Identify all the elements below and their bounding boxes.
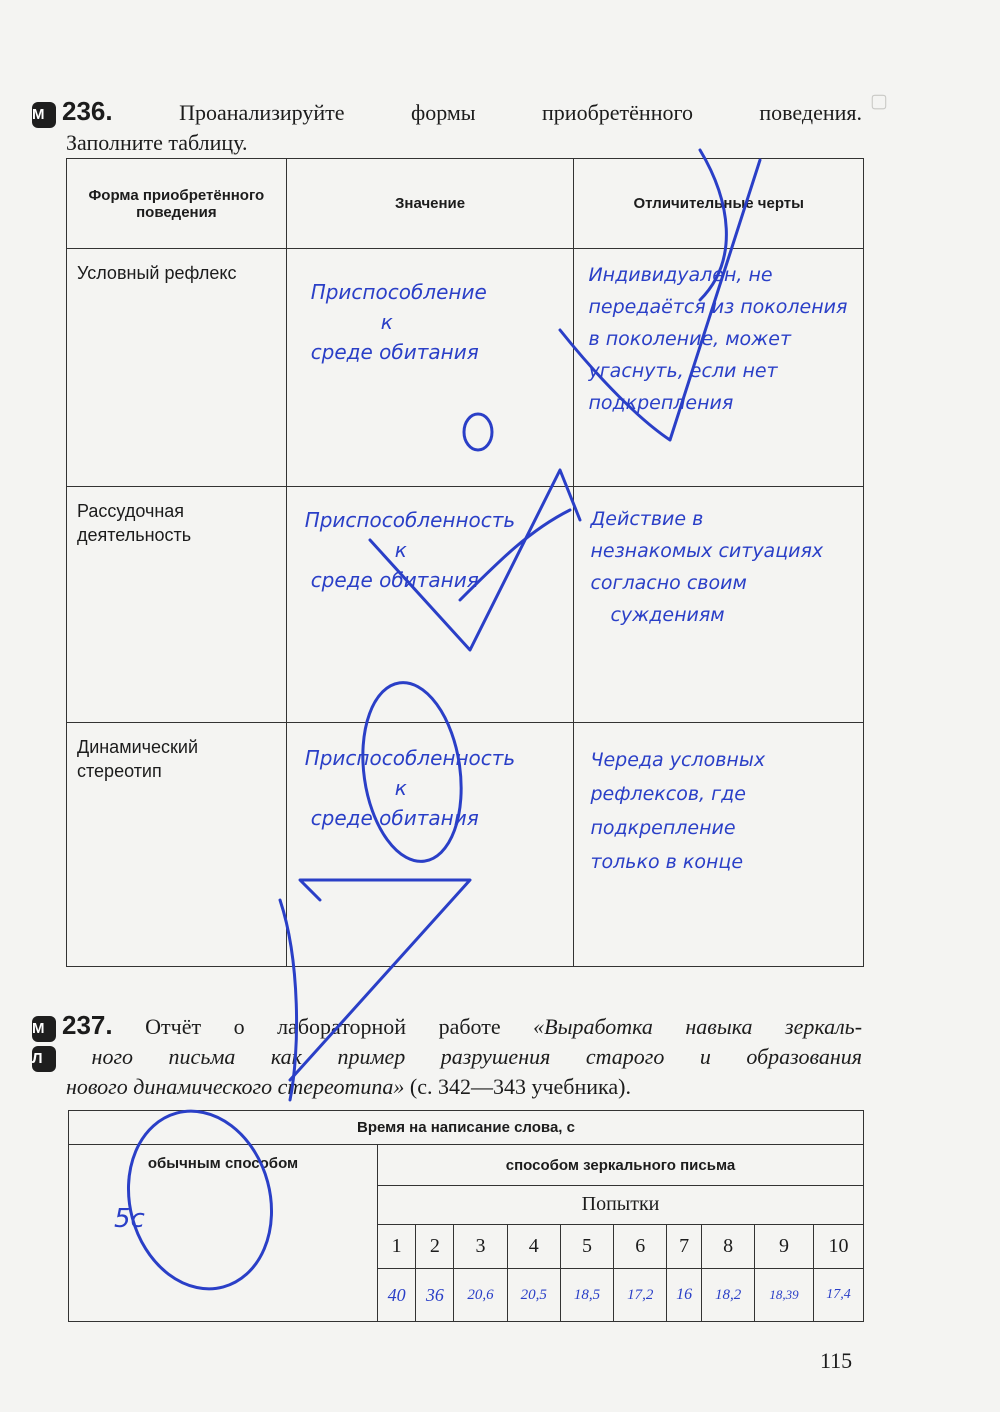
handwritten-text: Приспособление bbox=[310, 280, 487, 304]
handwritten-text: незнакомых ситуациях bbox=[590, 540, 824, 562]
task-236-badge: М bbox=[32, 102, 56, 128]
handwritten-text: Приспособленность bbox=[304, 746, 516, 770]
attempt-number: 5 bbox=[560, 1224, 613, 1269]
task-236-line-2: Заполните таблицу. bbox=[66, 130, 248, 155]
handwritten-text: только в конце bbox=[590, 851, 744, 873]
attempt-value: 36 bbox=[416, 1269, 454, 1322]
handwritten-text: Действие в bbox=[590, 508, 704, 530]
row-meaning bbox=[286, 249, 574, 487]
handwritten-text: передаётся из поколения bbox=[588, 296, 848, 318]
task-236-number: 236. bbox=[62, 96, 113, 126]
task-237-number: 237. bbox=[62, 1010, 113, 1040]
col-normal-label: обычным способом bbox=[147, 1155, 299, 1173]
handwritten-text: Череда условных bbox=[590, 749, 766, 771]
task-237-line-2 bbox=[32, 1042, 862, 1072]
attempt-number: 2 bbox=[416, 1224, 454, 1269]
attempt-number: 3 bbox=[454, 1224, 507, 1269]
behavior-table bbox=[66, 158, 864, 967]
attempt-value: 17,2 bbox=[614, 1269, 667, 1322]
task-237-italic: ного письма как пример разрушения старого и образования bbox=[91, 1044, 863, 1069]
attempt-value: 20,6 bbox=[454, 1269, 507, 1322]
normal-method-header bbox=[69, 1145, 378, 1322]
handwritten-text: рефлексов, где bbox=[590, 783, 746, 805]
attempt-number: 4 bbox=[507, 1224, 560, 1269]
attempt-number: 1 bbox=[378, 1224, 416, 1269]
page-number: 115 bbox=[820, 1348, 853, 1373]
task-237-text: (с. 342—343 учебника). bbox=[404, 1074, 631, 1099]
task-237-line-3 bbox=[32, 1072, 862, 1102]
task-237-italic: «Выработка навыка зеркаль- bbox=[533, 1014, 863, 1039]
handwritten-text: угаснуть, если нет bbox=[588, 360, 778, 382]
handwritten-text: к bbox=[380, 310, 393, 334]
table-row bbox=[67, 723, 864, 967]
attempt-value: 40 bbox=[378, 1269, 416, 1322]
attempt-value: 17,4 bbox=[813, 1269, 863, 1322]
handwritten-text: среде обитания bbox=[310, 568, 479, 592]
handwritten-text: согласно своим bbox=[590, 572, 747, 594]
task-236-header bbox=[32, 96, 862, 158]
attempt-number: 10 bbox=[813, 1224, 863, 1269]
bleed-through: ▢ bbox=[870, 91, 888, 112]
handwritten-text: подкрепление bbox=[590, 817, 736, 839]
header-meaning: Значение bbox=[286, 159, 574, 249]
behavior-table-header bbox=[67, 159, 864, 249]
handwritten-text: Приспособленность bbox=[304, 508, 516, 532]
header-traits: Отличительные черты bbox=[574, 159, 864, 249]
handwritten-text: к bbox=[394, 776, 407, 800]
row-meaning bbox=[286, 723, 574, 967]
attempt-number: 6 bbox=[614, 1224, 667, 1269]
attempt-value: 18,39 bbox=[755, 1269, 814, 1322]
task-236-text: Проанализируйте формы приобретённого поведения. bbox=[179, 100, 863, 125]
mirror-method-header: способом зеркального письма bbox=[378, 1145, 864, 1186]
row-traits bbox=[574, 249, 864, 487]
normal-value: 5с bbox=[114, 1204, 145, 1235]
attempt-number: 8 bbox=[701, 1224, 754, 1269]
handwritten-text: подкрепления bbox=[588, 392, 734, 414]
task-237-badge-m: М bbox=[32, 1016, 56, 1042]
attempt-value: 18,5 bbox=[560, 1269, 613, 1322]
task-237-badge-l: Л bbox=[32, 1046, 56, 1072]
table-row bbox=[67, 487, 864, 723]
handwritten-text: Индивидуален, не bbox=[588, 264, 773, 286]
row-traits bbox=[574, 723, 864, 967]
attempt-value: 18,2 bbox=[701, 1269, 754, 1322]
table-row bbox=[67, 249, 864, 487]
handwritten-text: среде обитания bbox=[310, 806, 479, 830]
attempt-value: 16 bbox=[667, 1269, 702, 1322]
task-237-line-1 bbox=[32, 1010, 862, 1042]
attempt-value: 20,5 bbox=[507, 1269, 560, 1322]
task-237-text: Отчёт о лабораторной работе bbox=[145, 1014, 534, 1039]
row-form-label: Условный рефлекс bbox=[67, 249, 287, 487]
time-title: Время на написание слова, с bbox=[69, 1111, 864, 1145]
task-237-header bbox=[32, 1010, 862, 1102]
attempts-label: Попытки bbox=[378, 1186, 864, 1225]
header-form: Форма приобретённого поведения bbox=[67, 159, 287, 249]
row-traits bbox=[574, 487, 864, 723]
mirror-writing-table bbox=[68, 1110, 864, 1322]
handwritten-text: суждениям bbox=[610, 604, 725, 626]
handwritten-text: в поколение, может bbox=[588, 328, 792, 350]
row-form-label: Рассудочная деятельность bbox=[67, 487, 287, 723]
task-237-italic: нового динамического стереотипа» bbox=[66, 1074, 405, 1099]
task-236-line-1 bbox=[32, 96, 862, 128]
handwritten-text: среде обитания bbox=[310, 340, 479, 364]
handwritten-text: к bbox=[394, 538, 407, 562]
row-meaning bbox=[286, 487, 574, 723]
row-form-label: Динамический стереотип bbox=[67, 723, 287, 967]
attempt-number: 9 bbox=[755, 1224, 814, 1269]
attempt-number: 7 bbox=[667, 1224, 702, 1269]
